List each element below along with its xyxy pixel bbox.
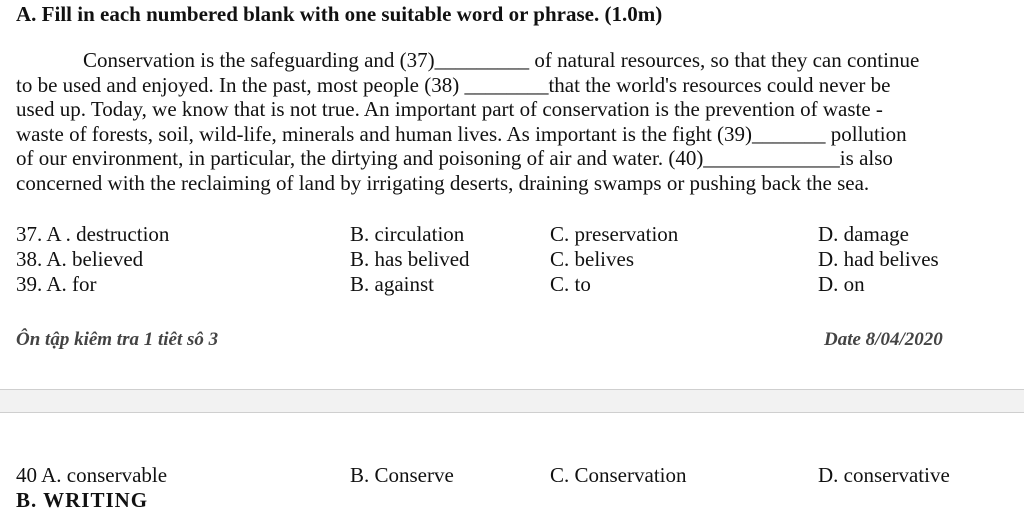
passage-line: concerned with the reclaiming of land by irrigating deserts, draining swamps or pushing back the sea. xyxy=(16,170,870,195)
option-c: C. preservation xyxy=(550,222,679,246)
page-footer-date: Date 8/04/2020 xyxy=(824,329,943,350)
option-b: B. against xyxy=(350,272,434,296)
cloze-passage xyxy=(16,48,1006,195)
option-d: D. on xyxy=(818,272,865,296)
passage-line: of our environment, in particular, the dirtying and poisoning of air and water. (40)_____________is also xyxy=(16,146,893,170)
option-b: B. has belived xyxy=(350,247,470,271)
option-a: 40 A. conservable xyxy=(16,463,168,487)
option-c: C. belives xyxy=(550,247,634,271)
answer-options xyxy=(16,222,1006,297)
question-row-37 xyxy=(16,222,1006,247)
passage-line: waste of forests, soil, wild-life, minerals and human lives. As important is the fight (39)_______ pollution xyxy=(16,121,907,146)
question-row-38 xyxy=(16,247,1006,272)
option-b: B. Conserve xyxy=(350,463,454,487)
option-d: D. had belives xyxy=(818,247,939,271)
option-c: C. Conservation xyxy=(550,463,687,487)
option-a: 38. A. believed xyxy=(16,247,144,271)
page-footer-title: Ôn tập kiêm tra 1 tiêt sô 3 xyxy=(16,329,219,350)
option-d: D. conservative xyxy=(818,463,950,487)
option-a: 39. A. for xyxy=(16,272,97,296)
question-row-39 xyxy=(16,272,1006,297)
option-b: B. circulation xyxy=(350,222,465,246)
option-c: C. to xyxy=(550,272,591,296)
page-break xyxy=(0,389,1024,413)
option-d: D. damage xyxy=(818,222,909,246)
passage-line: used up. Today, we know that is not true. An important part of conservation is the prevention of waste - xyxy=(16,97,883,121)
section-heading: A. Fill in each numbered blank with one suitable word or phrase. (1.0m) xyxy=(16,2,663,26)
answer-options-continued xyxy=(16,463,1006,488)
passage-line: Conservation is the safeguarding and (37)_________ of natural resources, so that they can continue xyxy=(83,48,920,72)
question-row-40 xyxy=(16,463,1006,488)
passage-line: to be used and enjoyed. In the past, most people (38) ________that the world's resources could never be xyxy=(16,72,891,97)
option-a: 37. A . destruction xyxy=(16,222,170,246)
next-section-heading: B. WRITING xyxy=(16,488,149,512)
